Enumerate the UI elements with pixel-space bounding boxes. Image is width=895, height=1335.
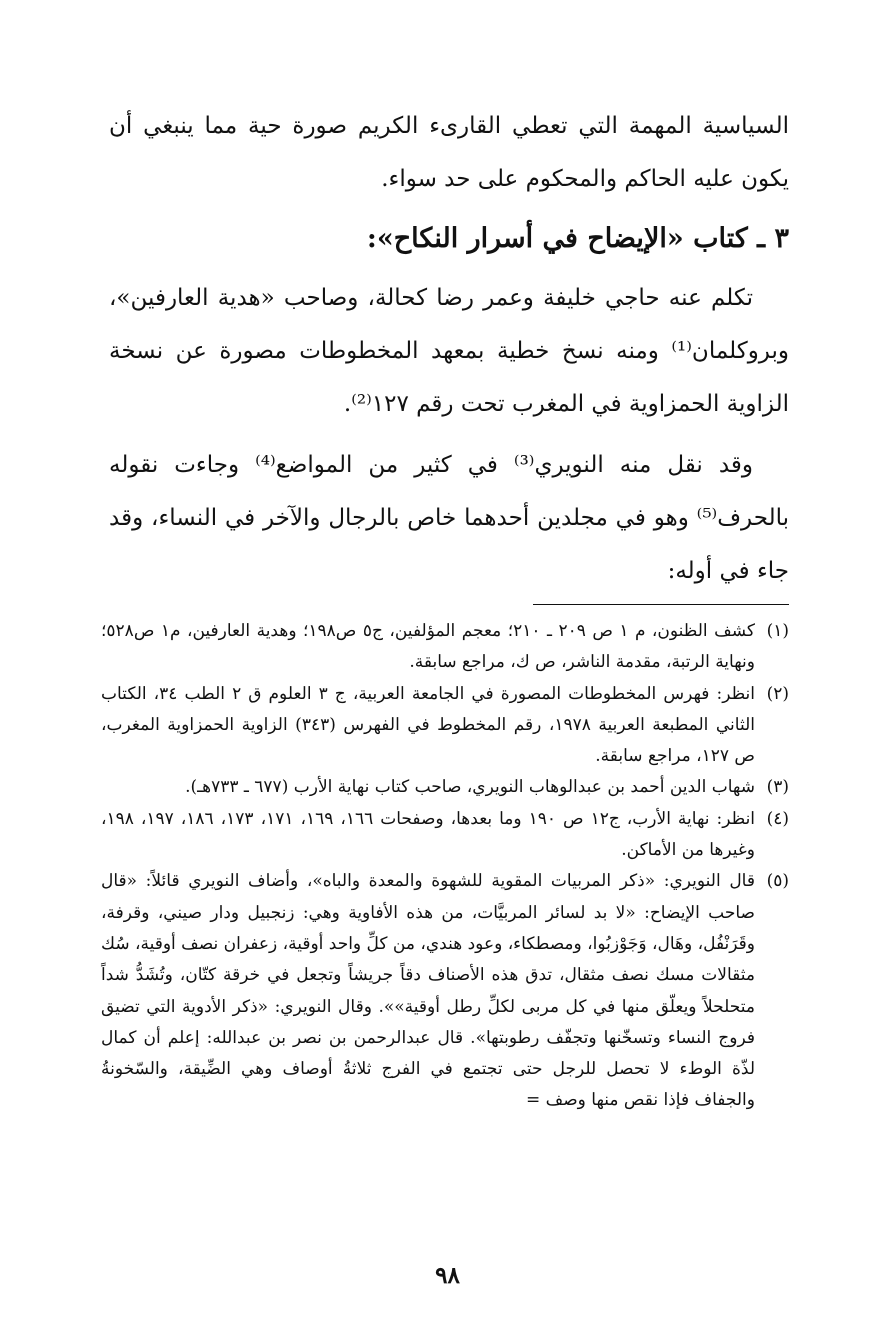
footnote-text: شهاب الدين أحمد بن عبدالوهاب النويري، صاحب كتاب نهاية الأرب (٦٧٧ ـ ٧٣٣هـ). [185,777,755,798]
footnote-text: انظر: نهاية الأرب، ج١٢ ص ١٩٠ وما بعدها، وصفحات ١٦٦، ١٦٩، ١٧١، ١٧٣، ١٨٦، ١٩٧، ١٩٨، وغيرها من الأماكن. [101,808,756,861]
footnote [101,616,789,679]
footnote-number: (٤) [766,808,789,829]
footnote-text: انظر: فهرس المخطوطات المصورة في الجامعة العربية، ج ٣ العلوم ق ٢ الطب ٣٤، الكتاب الثاني المطبعة العربية ١٩٧٨، رقم المخطوط في الفهرس (٣٤٣) الزاوية الحمزاوية المغرب، ص ١٢٧، مراجع سابقة. [101,683,755,767]
intro-paragraph: السياسية المهمة التي تعطي القارىء الكريم صورة حية مما ينبغي أن يكون عليه الحاكم والمحكوم على حد سواء. [109,113,789,192]
footnote [101,772,789,803]
footnote-number: (٥) [766,871,789,892]
section-heading: ٣ ـ كتاب «الإيضاح في أسرار النكاح»: [366,223,789,254]
footnote-text: قال النويري: «ذكر المربيات المقوية للشهوة والمعدة والباه»، وأضاف النويري قائلاً: «قال صاحب الإيضاح: «لا بد لسائر المربيَّات، من هذه الأفاوية وهي: زنجبيل ودار صيني، وقرفة، وقَرَنْفُل، وهَال، وَجَوْزبُوا، ومصطكاء، وعود هندي، من كلِّ واحد أوقية، زعفران نصف أوقية، سُك مثقالات مسك نصف مثقال، تدق هذه الأصناف دقاً جريشاً وتجعل في خرقة كتّان، وتُشَدُّ شداً متحلحلاً ويعلّق منها في كل مربى لكلِّ رطل أوقية»». وقال النويري: «ذكر الأدوية التي تضيق فروج النساء وتسخّنها وتجفّف رطوبتها». قال عبدالرحمن بن نصر بن عبدالله: إعلم أن كمال لذّة الوطء لا تحصل للرجل حتى تجتمع في الفرج ثلاثةُ أوصاف وهي الضِّيقة، والسّخونةُ والجفاف فإذا نقص منها وصف = [101,871,755,1111]
footnote [101,866,789,1116]
footnote-number: (١) [766,621,789,641]
main-text [109,100,789,598]
footnotes [101,616,789,1117]
footnote [101,679,789,773]
footnote-number: (٣) [766,777,789,798]
footnote-text: كشف الظنون، م ١ ص ٢٠٩ ـ ٢١٠؛ معجم المؤلفين، ج٥ ص١٩٨؛ وهدية العارفين، م١ ص٥٢٨؛ ونهاية الرتبة، مقدمة الناشر، ص ك، مراجع سابقة. [101,621,755,673]
page-number: ٩٨ [435,1262,460,1289]
footnote [101,804,789,867]
footnote-number: (٢) [766,683,789,704]
footnote-separator [533,604,789,605]
paragraph-2: وقد نقل منه النويري⁽³⁾ في كثير من المواضع⁽⁴⁾ وجاءت نقوله بالحرف⁽⁵⁾ وهو في مجلدين أحدهما خاص بالرجال والآخر في النساء، وقد جاء في أوله: [109,452,789,584]
paragraph-1: تكلم عنه حاجي خليفة وعمر رضا كحالة، وصاحب «هدية العارفين»، وبروكلمان⁽¹⁾ ومنه نسخ خطية بمعهد المخطوطات مصورة عن نسخة الزاوية الحمزاوية في المغرب تحت رقم ١٢٧⁽²⁾. [109,285,789,417]
